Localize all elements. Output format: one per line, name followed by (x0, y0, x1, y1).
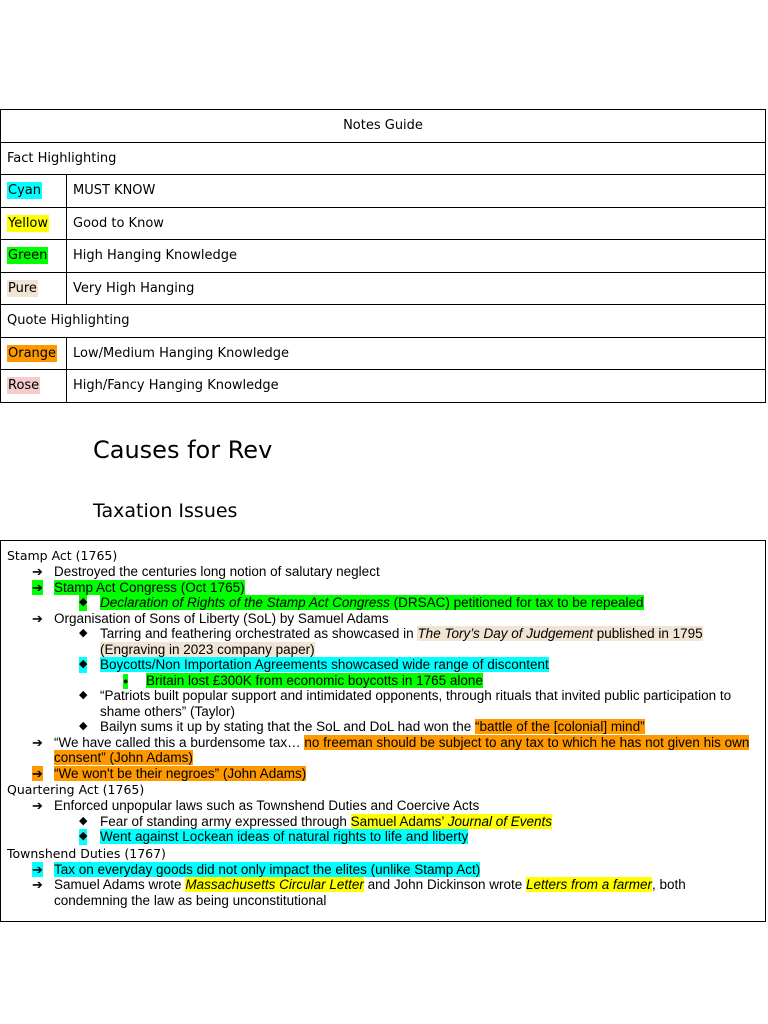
arrow-icon: ➔ (32, 564, 43, 579)
list-item: ➔ Tax on everyday goods did not only impact the elites (unlike Stamp Act) (32, 861, 481, 877)
key-description: Good to Know (67, 207, 766, 240)
page-heading: Causes for Rev (93, 436, 273, 464)
arrow-icon: ➔ (32, 798, 43, 813)
section-subheading: Taxation Issues (93, 500, 238, 522)
diamond-icon: ◆ (79, 595, 87, 611)
diamond-icon: ◆ (79, 689, 88, 701)
arrow-icon: ➔ (32, 861, 43, 877)
guide-row-cyan (1, 175, 766, 208)
key-description: MUST KNOW (67, 175, 766, 208)
guide-title: Notes Guide (1, 110, 766, 143)
list-item: ◆ Bailyn sums it up by stating that the SoL and DoL had won the “battle of the [colonial] mind” (79, 719, 645, 734)
arrow-icon: ➔ (32, 610, 43, 626)
diamond-icon: ◆ (79, 814, 88, 827)
notes-guide-table (0, 109, 766, 403)
guide-row-pure (1, 272, 766, 305)
list-item: ➔ Destroyed the centuries long notion of salutary neglect (32, 564, 380, 579)
guide-title-row (1, 110, 766, 143)
key-swatch-yellow: Yellow (8, 215, 49, 231)
key-swatch-orange: Orange (8, 345, 57, 361)
list-item: ➔ “We have called this a burdensome tax… no freeman should be subject to any tax to which he has not given his own consent” (John Adams) (32, 734, 750, 765)
quote-highlighting-heading: Quote Highlighting (1, 305, 766, 338)
diamond-icon: ◆ (79, 627, 88, 639)
arrow-icon: ➔ (32, 579, 43, 595)
arrow-icon: ➔ (32, 877, 43, 892)
list-item: ◆ Tarring and feathering orchestrated as showcased in The Tory’s Day of Judgement published in 1795 (Engraving in 2023 company paper) (79, 626, 703, 657)
list-item: ◆ Declaration of Rights of the Stamp Act Congress (DRSAC) petitioned for tax to be repealed (79, 595, 644, 610)
list-item: ◆ “Patriots built popular support and intimidated opponents, through rituals that invited public participation to shame others” (Taylor) (79, 688, 732, 719)
guide-row-orange (1, 337, 766, 370)
townshend-duties-heading: Townshend Duties (1767) (7, 845, 166, 861)
key-swatch-pure: Pure (8, 280, 37, 296)
list-item: ➔ “We won't be their negroes” (John Adams) (32, 765, 307, 781)
list-item: ➔ Stamp Act Congress (Oct 1765) (32, 579, 245, 595)
diamond-icon: ◆ (79, 657, 87, 673)
list-item: ➔ Samuel Adams wrote Massachusetts Circular Letter and John Dickinson wrote Letters from a farmer, both condemning the law as being unconstitutional (32, 877, 686, 908)
stamp-act-heading: Stamp Act (1765) (7, 548, 118, 563)
key-description: High Hanging Knowledge (67, 240, 766, 273)
arrow-icon: ➔ (32, 734, 43, 750)
key-description: High/Fancy Hanging Knowledge (67, 370, 766, 403)
list-item: ➔ Organisation of Sons of Liberty (SoL) by Samuel Adams (32, 610, 389, 626)
fact-heading-row (1, 142, 766, 175)
guide-row-yellow (1, 207, 766, 240)
key-description: Very High Hanging (67, 272, 766, 305)
guide-row-rose (1, 370, 766, 403)
list-item: ➔ Enforced unpopular laws such as Townshend Duties and Coercive Acts (32, 798, 480, 813)
key-description: Low/Medium Hanging Knowledge (67, 337, 766, 370)
list-item: ● Britain lost £300K from economic boycotts in 1765 alone (123, 672, 483, 688)
fact-highlighting-heading: Fact Highlighting (1, 142, 766, 175)
notes-box (0, 540, 766, 922)
list-item: ◆ Boycotts/Non Importation Agreements showcased wide range of discontent (79, 657, 549, 672)
dot-icon: ● (123, 674, 128, 690)
quartering-act-heading: Quartering Act (1765) (7, 782, 145, 797)
arrow-icon: ➔ (32, 765, 43, 781)
key-swatch-cyan: Cyan (8, 183, 41, 199)
list-item: ◆ Fear of standing army expressed through Samuel Adams’ Journal of Events (79, 813, 552, 829)
quote-heading-row (1, 305, 766, 338)
diamond-icon: ◆ (79, 829, 87, 845)
key-swatch-green: Green (8, 248, 48, 264)
list-item: ◆ Went against Lockean ideas of natural rights to life and liberty (79, 829, 469, 844)
diamond-icon: ◆ (79, 720, 88, 732)
key-swatch-rose: Rose (8, 378, 40, 394)
guide-row-green (1, 240, 766, 273)
